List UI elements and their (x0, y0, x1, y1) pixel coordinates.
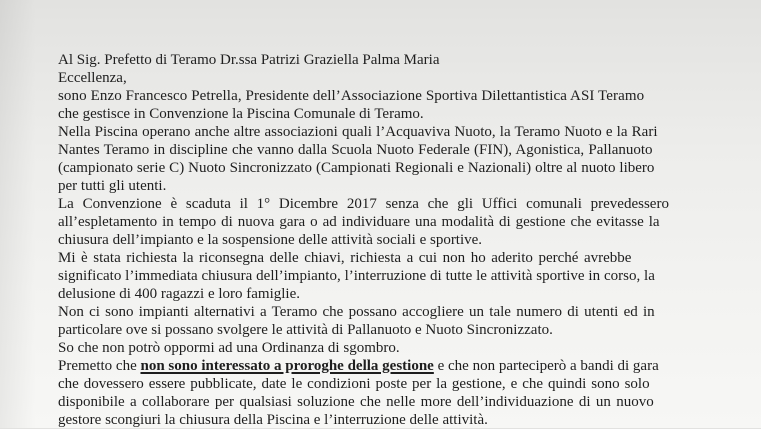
premetto-prefix: Premetto che (58, 358, 141, 374)
letter-greeting: Eccellenza, (58, 70, 127, 86)
premetto-line (58, 357, 718, 375)
paragraph-line: Mi è stata richiesta la riconsegna delle chiavi, richiesta a cui non ho aderito perché avrebbe (58, 250, 632, 266)
page-shadow (0, 0, 36, 428)
paragraph-line: che dovessero essere pubblicate, date le condizioni poste per la gestione, e che quindi sono solo (58, 376, 650, 392)
paragraph-line: Non ci sono impianti alternativi a Teramo che possano accogliere un tale numero di utenti ed in (58, 304, 655, 320)
paragraph-line: Nella Piscina operano anche altre associazioni quali l’Acquaviva Nuoto, la Teramo Nuoto e la Rari (58, 124, 658, 140)
paragraph-line: significato l’immediata chiusura dell’impianto, l’interruzione di tutte le attività sportive in corso, la (58, 268, 655, 284)
premetto-suffix: e che non parteciperò a bandi di gara (433, 358, 659, 374)
letter-body (58, 51, 718, 429)
paragraph-line: La Convenzione è scaduta il 1° Dicembre 2017 senza che gli Uffici comunali prevedessero (58, 196, 669, 212)
paragraph-line: che gestisce in Convenzione la Piscina Comunale di Teramo. (58, 106, 424, 122)
paragraph-line: (campionato serie C) Nuoto Sincronizzato (Campionati Regionali e Nazionali) oltre al nuoto libero (58, 160, 655, 176)
emphasis-text: non sono interessato a proroghe della gestione (140, 358, 434, 374)
paragraph-line: sono Enzo Francesco Petrella, Presidente dell’Associazione Sportiva Dilettantistica ASI Teramo (58, 88, 645, 104)
paragraph-line: particolare ove si possano svolgere le attività di Pallanuoto e Nuoto Sincronizzato. (58, 322, 553, 338)
paragraph-line: Nantes Teramo in discipline che vanno dalla Scuola Nuoto Federale (FIN), Agonistica, Pallanuoto (58, 142, 653, 158)
paragraph-line: all’espletamento in tempo di nuova gara o ad individuare una modalità di gestione che evitasse la (58, 214, 660, 230)
paragraph-line: disponibile a collaborare per qualsiasi soluzione che nelle more dell’individuazione di un nuovo (58, 394, 654, 410)
paragraph-line: delusione di 400 ragazzi e loro famiglie. (58, 286, 300, 302)
paragraph-line: chiusura dell’impianto e la sospensione delle attività sociali e sportive. (58, 232, 483, 248)
letter-recipient: Al Sig. Prefetto di Teramo Dr.ssa Patrizi Graziella Palma Maria (58, 52, 440, 68)
paragraph-line: So che non potrò oppormi ad una Ordinanza di sgombro. (58, 340, 400, 356)
paragraph-line: per tutti gli utenti. (58, 178, 167, 194)
paragraph-line: gestore scongiuri la chiusura della Piscina e l’interruzione delle attività. (58, 412, 488, 428)
